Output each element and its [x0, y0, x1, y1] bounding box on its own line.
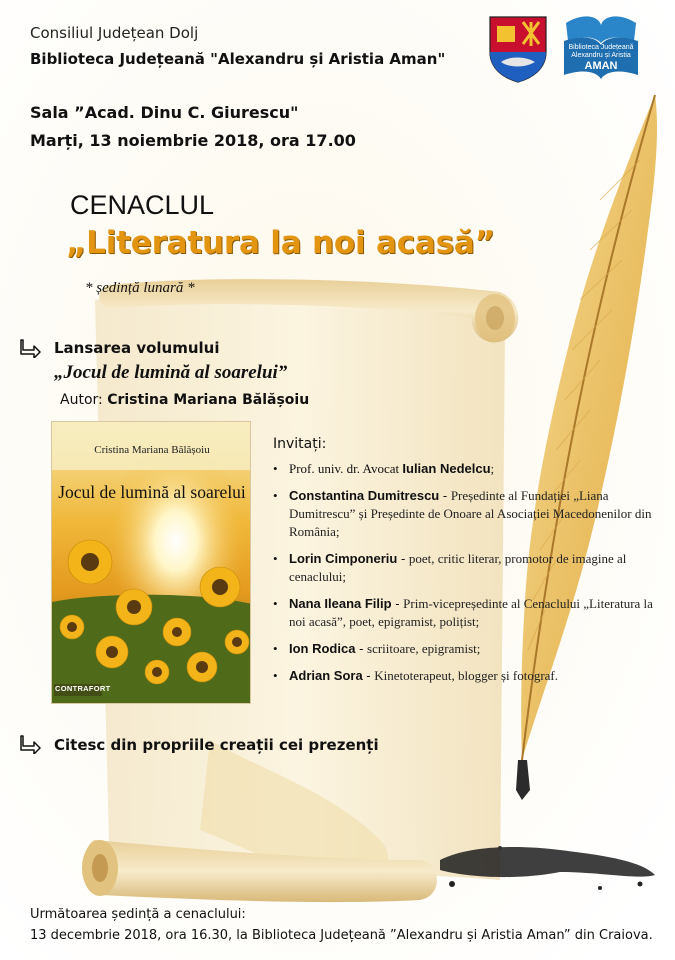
- event-datetime: Marți, 13 noiembrie 2018, ora 17.00: [30, 131, 356, 150]
- next-session-details: 13 decembrie 2018, ora 16.30, la Biblioteca Județeană ”Alexandru și Aristia Aman” din Craiova.: [30, 928, 653, 943]
- guest-item: [273, 550, 668, 586]
- library-logo-line2: Alexandru și Aristia: [571, 52, 631, 59]
- guest-role: ;: [490, 461, 495, 476]
- event-name: „Literatura la noi acasă”: [66, 225, 495, 261]
- next-session-label: Următoarea ședință a cenaclului:: [30, 907, 246, 922]
- guest-separator: -: [397, 551, 409, 566]
- guest-item: [273, 667, 668, 685]
- author-label: Autor:: [60, 392, 103, 408]
- library-logo-line1: Biblioteca Județeană: [568, 44, 634, 51]
- guest-separator: -: [439, 488, 451, 503]
- turn-right-arrow-icon: [20, 338, 42, 358]
- cover-publisher: CONTRAFORT: [55, 684, 111, 693]
- guest-name: Constantina Dumitrescu: [289, 488, 440, 503]
- guest-item: [273, 487, 668, 541]
- guest-item: [273, 595, 668, 631]
- guest-item: [273, 640, 668, 658]
- guest-name: Adrian Sora: [289, 668, 363, 683]
- launch-author: [60, 392, 309, 408]
- guest-role: Kinetoterapeut, blogger și fotograf.: [374, 668, 558, 683]
- guest-prefix: Prof. univ. dr. Avocat: [289, 461, 403, 476]
- guest-list: [273, 460, 668, 694]
- guest-role: poet, critic literar, promotor de imagine al cenaclului;: [289, 551, 627, 584]
- guest-item: [273, 460, 668, 478]
- guest-role: Președinte al Fundației „Liana Dumitrescu” și Președinte de Onoare al Asociației Macedonenilor din România;: [289, 488, 652, 539]
- launch-book-title: „Jocul de lumină al soarelui”: [54, 362, 288, 383]
- guest-separator: -: [362, 668, 375, 683]
- dolj-coat-of-arms-icon: [487, 14, 549, 84]
- bullet-icon: •: [273, 596, 278, 611]
- organizer-council: Consiliul Județean Dolj: [30, 24, 199, 42]
- guest-name: Ion Rodica: [289, 641, 356, 656]
- reading-announcement: Citesc din propriile creații cei prezenți: [54, 736, 379, 754]
- sunflower-field-icon: [52, 422, 251, 704]
- author-name: Cristina Mariana Bălășoiu: [107, 392, 310, 408]
- guest-name: Lorin Cimponeriu: [289, 551, 398, 566]
- guest-separator: -: [391, 596, 404, 611]
- guest-name: Iulian Nedelcu: [402, 461, 491, 476]
- turn-right-arrow-icon: [20, 734, 42, 754]
- guest-name: Nana Ileana Filip: [289, 596, 392, 611]
- cover-title: Jocul de lumină al soarelui: [58, 482, 246, 502]
- guest-role: Prim-vicepreședinte al Cenaclului „Literatura la noi acasă”, poet, epigramist, polițist;: [289, 596, 653, 629]
- guests-heading: Invitați:: [273, 436, 327, 452]
- bullet-icon: •: [273, 641, 278, 656]
- cover-author: Cristina Mariana Bălășoiu: [94, 444, 210, 456]
- event-subtitle: * ședință lunară *: [85, 280, 195, 296]
- bullet-icon: •: [273, 461, 278, 476]
- guest-role: scriitoare, epigramist;: [367, 641, 481, 656]
- launch-heading: Lansarea volumului: [54, 339, 220, 357]
- event-label: CENACLUL: [70, 190, 215, 220]
- bullet-icon: •: [273, 488, 278, 503]
- bullet-icon: •: [273, 668, 278, 683]
- organizer-library: Biblioteca Județeană "Alexandru și Aristia Aman": [30, 50, 446, 68]
- library-logo-line3: AMAN: [584, 60, 618, 72]
- book-cover: [51, 421, 251, 704]
- guest-separator: -: [355, 641, 368, 656]
- event-venue: Sala ”Acad. Dinu C. Giurescu": [30, 103, 299, 122]
- bullet-icon: •: [273, 551, 278, 566]
